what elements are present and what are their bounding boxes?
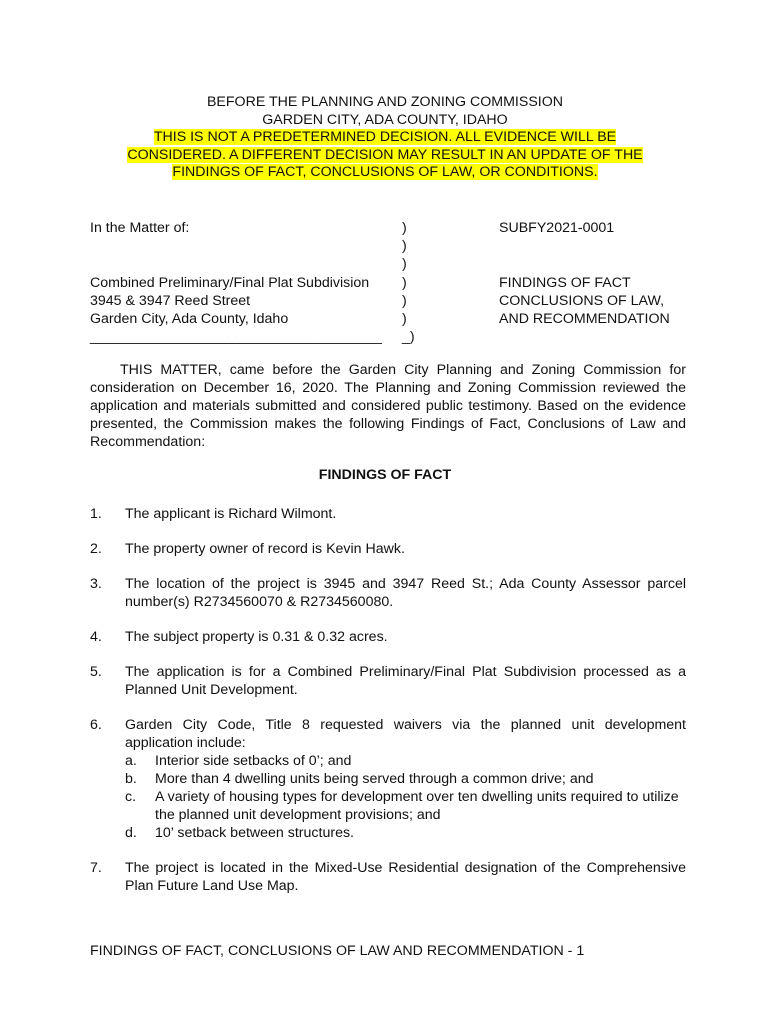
notice-line-3: FINDINGS OF FACT, CONCLUSIONS OF LAW, OR CONDITIONS. [172, 164, 598, 180]
finding-number: 7. [90, 860, 102, 876]
caption-paren: ) [402, 220, 407, 236]
caption-right-line: CONCLUSIONS OF LAW, [499, 292, 665, 309]
caption-right-line [499, 328, 699, 346]
waiver-letter: a. [125, 753, 137, 769]
notice-line-2: CONSIDERED. A DIFFERENT DECISION MAY RESULT IN AN UPDATE OF THE [127, 146, 643, 163]
jurisdiction-title: GARDEN CITY, ADA COUNTY, IDAHO [262, 111, 508, 128]
finding-item [90, 575, 686, 611]
caption-left-line: Combined Preliminary/Final Plat Subdivision [90, 274, 370, 291]
caption-right-line: FINDINGS OF FACT [499, 274, 631, 291]
caption-matter-column [90, 219, 410, 346]
finding-item [90, 859, 686, 895]
caption-right-line: AND RECOMMENDATION [499, 310, 670, 327]
caption-paren: ) [402, 256, 407, 273]
caption-left-line [90, 237, 410, 255]
waiver-list [125, 752, 686, 842]
finding-item [90, 540, 686, 558]
caption-paren: ) [402, 274, 407, 291]
caption-paren: ) [402, 310, 407, 327]
finding-text: The applicant is Richard Wilmont. [125, 506, 337, 522]
section-heading: FINDINGS OF FACT [318, 467, 452, 483]
finding-text: Garden City Code, Title 8 requested waivers via the planned unit development application include: [125, 717, 686, 751]
finding-number: 5. [90, 664, 102, 680]
caption-left-line: 3945 & 3947 Reed Street [90, 292, 251, 309]
finding-item [90, 628, 686, 646]
waiver-item [125, 824, 686, 842]
caption-left-line: Garden City, Ada County, Idaho [90, 310, 289, 327]
document-header [0, 94, 770, 182]
finding-text: The property owner of record is Kevin Hawk. [125, 541, 405, 557]
notice-line-1: THIS IS NOT A PREDETERMINED DECISION. ALL EVIDENCE WILL BE [153, 129, 617, 145]
finding-text: The subject property is 0.31 & 0.32 acres. [125, 629, 388, 645]
finding-item [90, 663, 686, 699]
waiver-text: A variety of housing types for development over ten dwelling units required to utilize the planned unit development provisions; and [155, 789, 679, 823]
caption-paren: _) [402, 329, 415, 346]
finding-number: 2. [90, 541, 102, 557]
finding-number: 1. [90, 506, 102, 522]
waiver-item [125, 752, 686, 770]
finding-text: The project is located in the Mixed-Use Residential designation of the Comprehensive Plan Future Land Use Map. [125, 860, 686, 894]
caption-paren: ) [402, 292, 407, 309]
waiver-text: More than 4 dwelling units being served through a common drive; and [155, 771, 594, 787]
waiver-letter: c. [125, 789, 137, 805]
waiver-text: Interior side setbacks of 0’; and [155, 753, 352, 769]
finding-number: 4. [90, 629, 102, 645]
waiver-item [125, 770, 686, 788]
caption-underline: _____________________________________ [90, 329, 382, 346]
finding-number: 3. [90, 576, 102, 592]
caption-paren: ) [402, 238, 407, 255]
case-caption [90, 219, 690, 345]
finding-number: 6. [90, 717, 102, 733]
caption-left-line: In the Matter of: [90, 220, 190, 236]
caption-right-line [499, 255, 699, 273]
waiver-letter: d. [125, 825, 137, 841]
case-number: SUBFY2021-0001 [499, 220, 615, 236]
finding-item [90, 505, 686, 523]
finding-item [90, 716, 686, 842]
commission-title: BEFORE THE PLANNING AND ZONING COMMISSION [206, 94, 564, 110]
caption-paren-column [402, 219, 422, 346]
finding-text: The location of the project is 3945 and 3947 Reed St.; Ada County Assessor parcel number(s) R2734560070 & R2734560080. [125, 576, 686, 610]
waiver-text: 10’ setback between structures. [155, 825, 354, 841]
waiver-letter: b. [125, 771, 137, 787]
caption-right-line [499, 237, 699, 255]
caption-left-line [90, 255, 410, 273]
waiver-item [125, 788, 686, 824]
caption-case-column [499, 219, 699, 346]
findings-list [90, 505, 686, 912]
intro-paragraph: THIS MATTER, came before the Garden City Planning and Zoning Commission for consideration on December 16, 2020. The Planning and Zoning Commission reviewed the application and materials submitted and considered public testimony. Based on the evidence presented, the Commission makes the following Findings of Fact, Conclusions of Law and Recommendation: [90, 362, 686, 450]
page-footer: FINDINGS OF FACT, CONCLUSIONS OF LAW AND RECOMMENDATION - 1 [90, 943, 585, 959]
finding-text: The application is for a Combined Preliminary/Final Plat Subdivision processed as a Planned Unit Development. [125, 664, 686, 698]
